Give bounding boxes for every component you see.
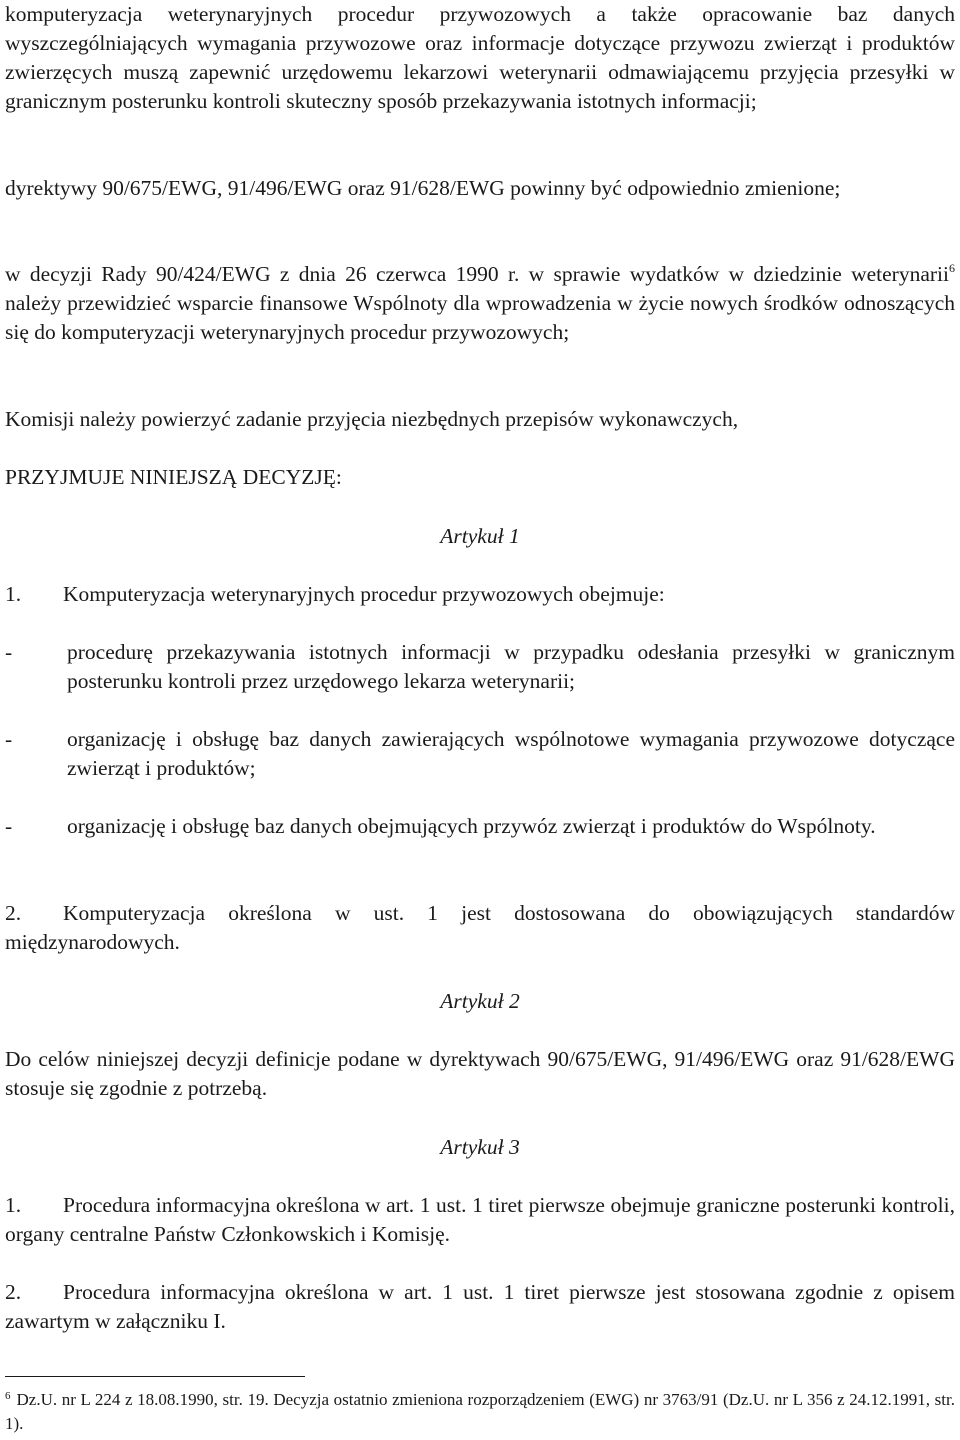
article-3-paragraph-2 xyxy=(5,1278,955,1336)
recital-directives-text: dyrektywy 90/675/EWG, 91/496/EWG oraz 91/628/EWG powinny być odpowiednio zmienione; xyxy=(5,176,841,200)
article-1-paragraph-1-number: 1. xyxy=(5,582,22,606)
article-1-heading: Artykuł 1 xyxy=(440,524,520,548)
footnote-reference: 6 xyxy=(949,261,955,275)
article-1-indent-3-text: organizację i obsługę baz danych obejmujących przywóz zwierząt i produktów do Wspólnoty. xyxy=(67,814,876,838)
article-1-paragraph-1 xyxy=(5,580,955,609)
recital-computerisation-text: komputeryzacja weterynaryjnych procedur przywozowych a także opracowanie baz danych wyszczególniających wymagania przywozowe oraz informacje dotyczące przywozu zwierząt i produktów zwierzęcych muszą zapewnić urzędowemu lekarzowi weterynarii odmawiającemu przyjęcia przesyłki w granicznym posterunku kontroli skuteczny sposób przekazywania istotnych informacji; xyxy=(5,2,955,113)
enacting-formula-text: PRZYJMUJE NINIEJSZĄ DECYZJĘ: xyxy=(5,465,342,489)
article-1-indent-1-text: procedurę przekazywania istotnych informacji w przypadku odesłania przesyłki w granicznym posterunku kontroli przez urzędowego lekarza weterynarii; xyxy=(67,640,955,693)
article-1-paragraph-2-number: 2. xyxy=(5,901,22,925)
footnote-separator xyxy=(5,1376,305,1377)
footnote xyxy=(5,1388,955,1436)
enacting-formula xyxy=(5,463,955,492)
article-1-paragraph-2 xyxy=(5,899,955,957)
article-1-indent-3 xyxy=(5,812,955,841)
article-3-paragraph-2-text: Procedura informacyjna określona w art. 1 ust. 1 tiret pierwsze jest stosowana zgodnie z opisem zawartym w załączniku I. xyxy=(5,1280,955,1333)
article-2-heading: Artykuł 2 xyxy=(440,989,520,1013)
indent-dash: - xyxy=(5,727,13,751)
article-3-paragraph-1-text: Procedura informacyjna określona w art. 1 ust. 1 tiret pierwsze obejmuje graniczne posterunki kontroli, organy centralne Państw Członkowskich i Komisję. xyxy=(5,1193,955,1246)
article-2-text xyxy=(5,1045,955,1103)
recital-computerisation xyxy=(5,0,955,116)
indent-dash: - xyxy=(5,814,13,838)
article-1-paragraph-1-text: Komputeryzacja weterynaryjnych procedur przywozowych obejmuje: xyxy=(63,582,665,606)
article-2-body: Do celów niniejszej decyzji definicje podane w dyrektywach 90/675/EWG, 91/496/EWG oraz 91/628/EWG stosuje się zgodnie z potrzebą. xyxy=(5,1047,955,1100)
recital-commission-text: Komisji należy powierzyć zadanie przyjęcia niezbędnych przepisów wykonawczych, xyxy=(5,407,739,431)
article-3-paragraph-2-number: 2. xyxy=(5,1280,22,1304)
indent-dash: - xyxy=(5,640,13,664)
recital-financing-text-b: należy przewidzieć wsparcie finansowe Wspólnoty dla wprowadzenia w życie nowych środków odnoszących się do komputeryzacji weterynaryjnych procedur przywozowych; xyxy=(5,291,955,344)
footnote-text: Dz.U. nr L 224 z 18.08.1990, str. 19. Decyzja ostatnio zmieniona rozporządzeniem (EWG) nr 3763/91 (Dz.U. nr L 356 z 24.12.1991, str. 1). xyxy=(5,1390,955,1433)
article-1-indent-1 xyxy=(5,638,955,696)
article-1-indent-2-text: organizację i obsługę baz danych zawierających wspólnotowe wymagania przywozowe dotyczące zwierząt i produktów; xyxy=(67,727,955,780)
article-3-heading: Artykuł 3 xyxy=(440,1135,520,1159)
footnote-mark: 6 xyxy=(5,1390,11,1402)
article-3-paragraph-1-number: 1. xyxy=(5,1193,22,1217)
article-1-indent-2 xyxy=(5,725,955,783)
recital-directives xyxy=(5,174,955,203)
article-1-paragraph-2-text: Komputeryzacja określona w ust. 1 jest dostosowana do obowiązujących standardów międzynarodowych. xyxy=(5,901,955,954)
recital-commission xyxy=(5,405,955,434)
article-3-paragraph-1 xyxy=(5,1191,955,1249)
recital-financing-text-a: w decyzji Rady 90/424/EWG z dnia 26 czerwca 1990 r. w sprawie wydatków w dziedzinie weterynarii xyxy=(5,262,949,286)
recital-financing xyxy=(5,260,955,347)
